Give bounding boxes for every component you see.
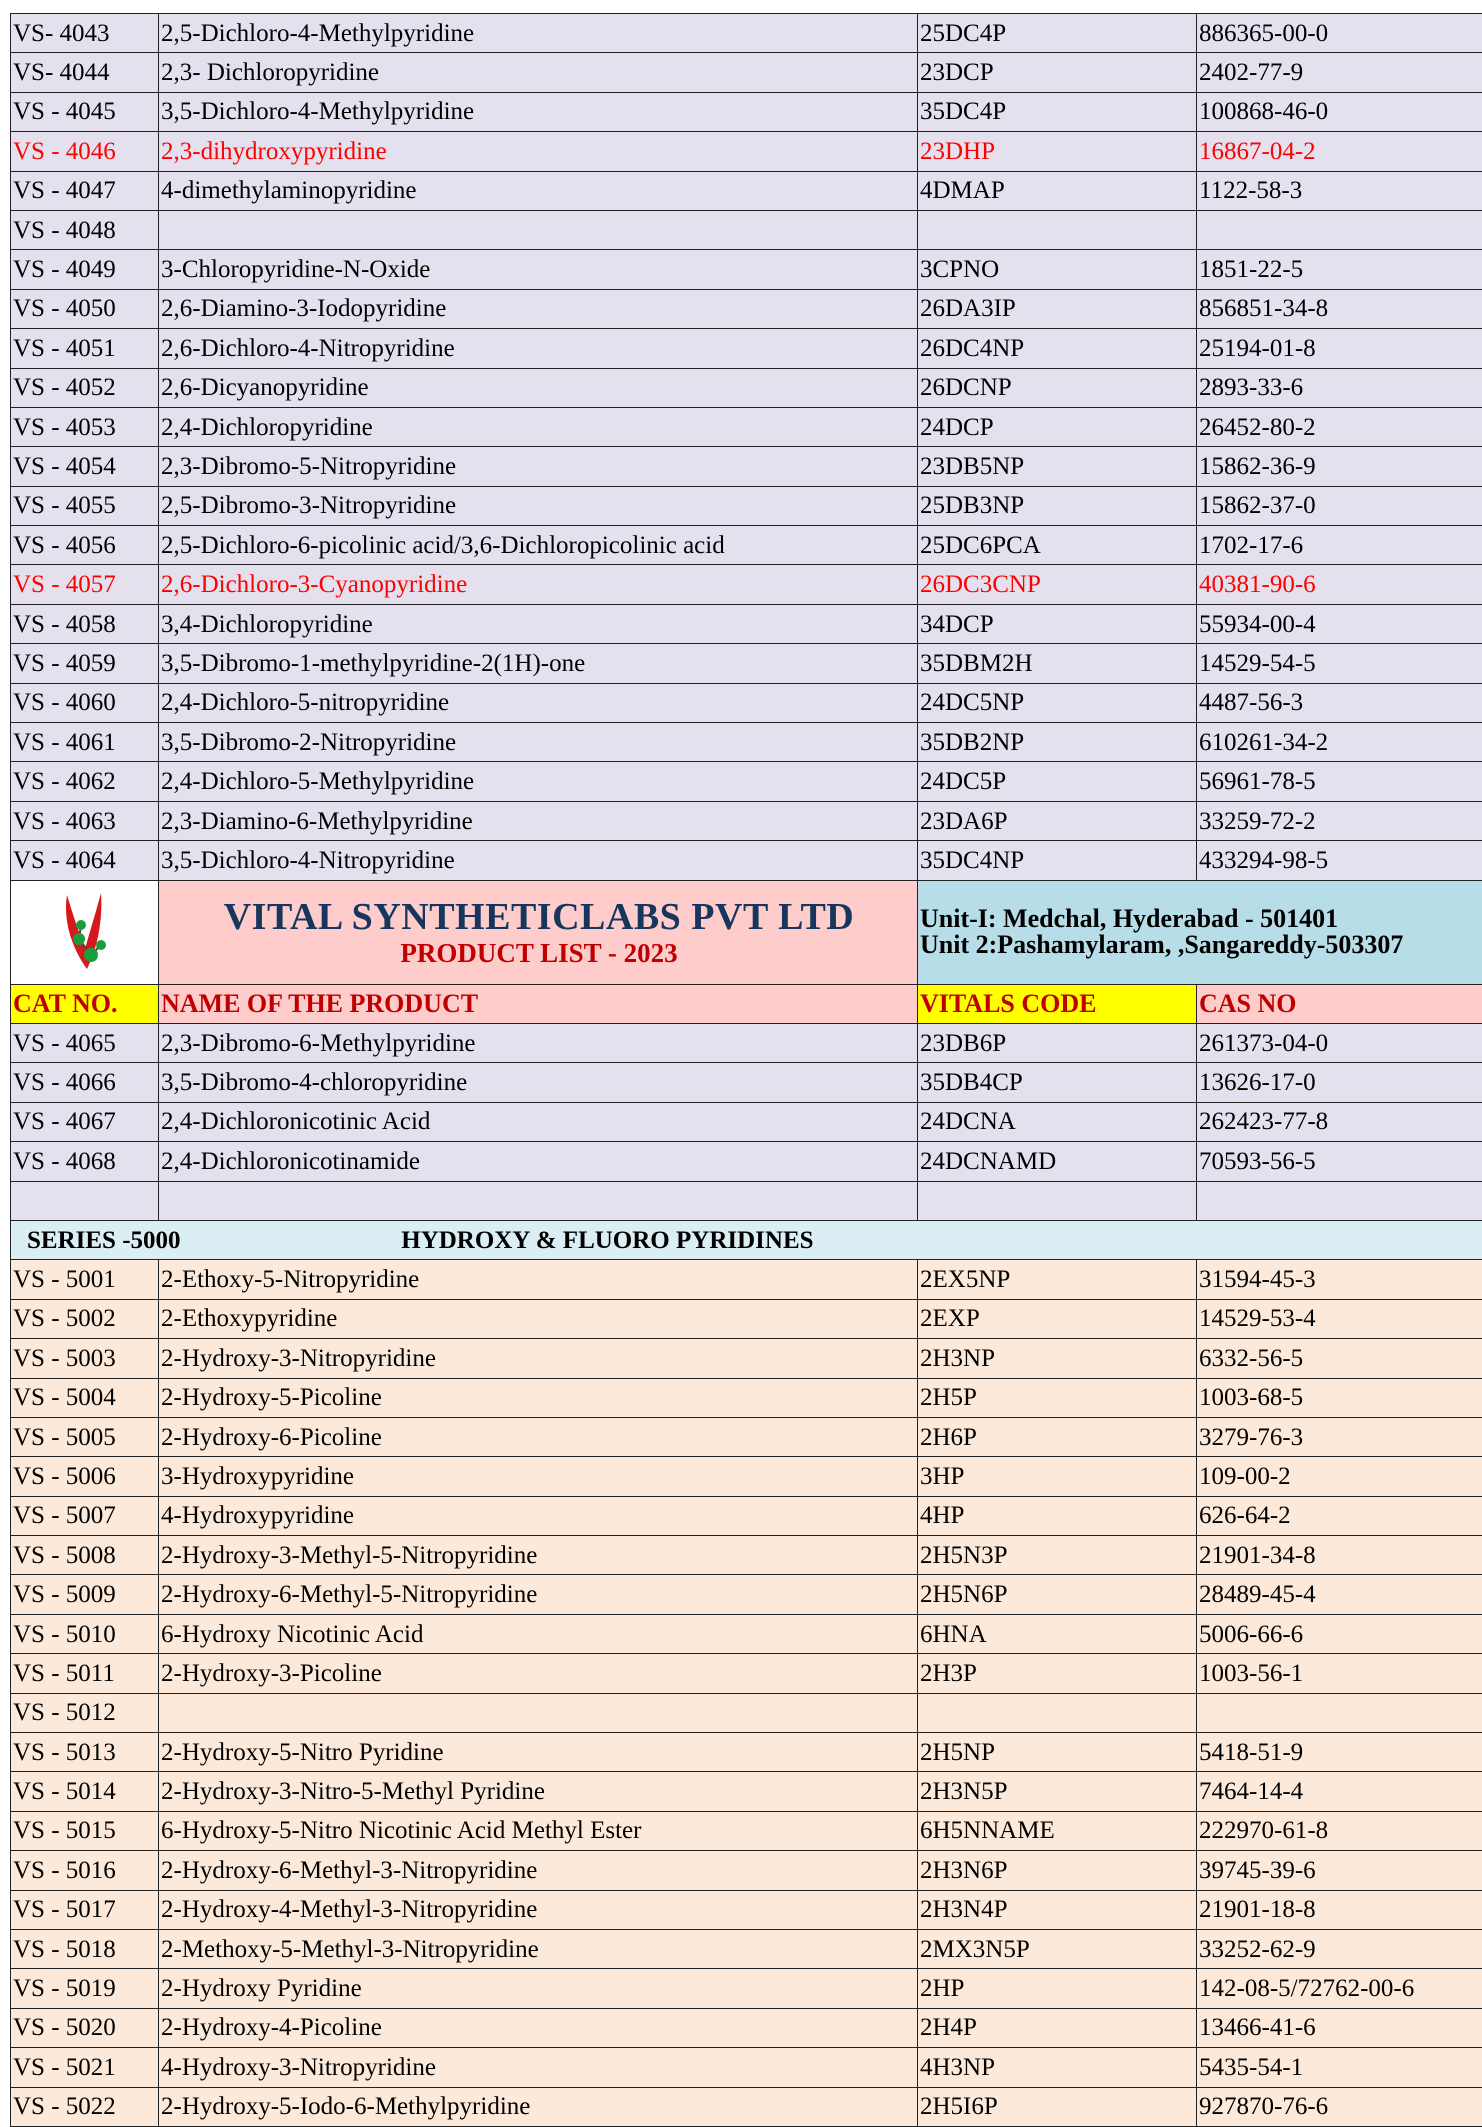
- table-row: [11, 329, 1482, 368]
- product-name-cell: 3,5-Dichloro-4-Nitropyridine: [159, 841, 918, 880]
- cat-no-cell: VS - 4065: [11, 1023, 159, 1062]
- vitals-code-cell: 3CPNO: [918, 250, 1197, 289]
- cas-no-cell: 5006-66-6: [1197, 1614, 1482, 1653]
- product-name-cell: 2-Hydroxy Pyridine: [159, 1969, 918, 2008]
- table-row: [11, 2008, 1482, 2047]
- cat-no-cell: VS - 5009: [11, 1575, 159, 1614]
- molecule-leaf-logo-icon: [13, 889, 158, 975]
- units-address-cell: [918, 880, 1482, 984]
- product-name-cell: 2-Hydroxy-5-Iodo-6-Methylpyridine: [159, 2087, 918, 2126]
- cas-no-cell: 261373-04-0: [1197, 1023, 1482, 1062]
- table-row: [11, 1260, 1482, 1299]
- vitals-code-cell: 23DB5NP: [918, 447, 1197, 486]
- vitals-code-cell: 2H5I6P: [918, 2087, 1197, 2126]
- product-name-cell: 2,6-Dicyanopyridine: [159, 368, 918, 407]
- product-name-cell: 2,3-dihydroxypyridine: [159, 132, 918, 171]
- cas-no-cell: 26452-80-2: [1197, 407, 1482, 446]
- product-name-cell: 2,5-Dichloro-4-Methylpyridine: [159, 14, 918, 53]
- top-rows: [11, 14, 1482, 881]
- cas-no-cell: 5435-54-1: [1197, 2048, 1482, 2087]
- product-name-cell: 2-Hydroxy-4-Picoline: [159, 2008, 918, 2047]
- cas-no-cell: 33259-72-2: [1197, 801, 1482, 840]
- product-name-cell: 3,5-Dichloro-4-Methylpyridine: [159, 92, 918, 131]
- table-row: [11, 1142, 1482, 1181]
- cat-no-cell: VS - 5003: [11, 1339, 159, 1378]
- blank-row: [11, 1181, 1482, 1220]
- product-name-cell: 2-Hydroxy-3-Methyl-5-Nitropyridine: [159, 1536, 918, 1575]
- product-name-cell: 2-Hydroxy-6-Picoline: [159, 1417, 918, 1456]
- table-row: [11, 1339, 1482, 1378]
- table-row: [11, 1929, 1482, 1968]
- table-row: [11, 1654, 1482, 1693]
- vitals-code-cell: 2H5NP: [918, 1733, 1197, 1772]
- cat-no-cell: VS - 5016: [11, 1851, 159, 1890]
- table-row: [11, 1536, 1482, 1575]
- series-section: [11, 1181, 1482, 1260]
- cas-no-cell: 14529-54-5: [1197, 644, 1482, 683]
- cat-no-cell: VS - 5006: [11, 1457, 159, 1496]
- cas-no-cell: 6332-56-5: [1197, 1339, 1482, 1378]
- table-row: [11, 1693, 1482, 1732]
- product-name-cell: 2,4-Dichloropyridine: [159, 407, 918, 446]
- table-row: [11, 841, 1482, 880]
- table-row: [11, 1417, 1482, 1456]
- product-name-cell: 6-Hydroxy Nicotinic Acid: [159, 1614, 918, 1653]
- vitals-code-cell: 35DC4P: [918, 92, 1197, 131]
- cat-no-cell: VS - 5014: [11, 1772, 159, 1811]
- cas-no-cell: 31594-45-3: [1197, 1260, 1482, 1299]
- header-product-name: NAME OF THE PRODUCT: [159, 984, 918, 1023]
- table-row: [11, 210, 1482, 249]
- vitals-code-cell: 2HP: [918, 1969, 1197, 2008]
- vitals-code-cell: 2EX5NP: [918, 1260, 1197, 1299]
- product-name-cell: 2,5-Dichloro-6-picolinic acid/3,6-Dichloropicolinic acid: [159, 526, 918, 565]
- table-row: [11, 1575, 1482, 1614]
- cas-no-cell: [1197, 210, 1482, 249]
- vitals-code-cell: 4H3NP: [918, 2048, 1197, 2087]
- vitals-code-cell: 26DA3IP: [918, 289, 1197, 328]
- vitals-code-cell: 24DC5NP: [918, 683, 1197, 722]
- cas-no-cell: 262423-77-8: [1197, 1102, 1482, 1141]
- table-row: [11, 368, 1482, 407]
- cas-no-cell: 856851-34-8: [1197, 289, 1482, 328]
- cat-no-cell: VS - 4057: [11, 565, 159, 604]
- vitals-code-cell: 35DC4NP: [918, 841, 1197, 880]
- cas-no-cell: 13626-17-0: [1197, 1063, 1482, 1102]
- table-row: [11, 1063, 1482, 1102]
- product-name-cell: 2,4-Dichloronicotinic Acid: [159, 1102, 918, 1141]
- table-row: [11, 132, 1482, 171]
- cat-no-cell: VS - 4060: [11, 683, 159, 722]
- cas-no-cell: 2402-77-9: [1197, 53, 1482, 92]
- cas-no-cell: 21901-34-8: [1197, 1536, 1482, 1575]
- cat-no-cell: VS - 4045: [11, 92, 159, 131]
- table-row: [11, 1733, 1482, 1772]
- cat-no-cell: VS - 5011: [11, 1654, 159, 1693]
- table-row: [11, 486, 1482, 525]
- vitals-code-cell: 35DB4CP: [918, 1063, 1197, 1102]
- cas-no-cell: [1197, 1693, 1482, 1732]
- cat-no-cell: VS - 4062: [11, 762, 159, 801]
- product-name-cell: [159, 1693, 918, 1732]
- vitals-code-cell: [918, 1693, 1197, 1732]
- table-row: [11, 2048, 1482, 2087]
- product-name-cell: 4-dimethylaminopyridine: [159, 171, 918, 210]
- product-name-cell: 2-Hydroxy-4-Methyl-3-Nitropyridine: [159, 1890, 918, 1929]
- blank-cell: [918, 1181, 1197, 1220]
- product-name-cell: 3,5-Dibromo-2-Nitropyridine: [159, 723, 918, 762]
- blank-cell: [11, 1181, 159, 1220]
- vitals-code-cell: 2H4P: [918, 2008, 1197, 2047]
- vitals-code-cell: [918, 210, 1197, 249]
- bottom-rows: [11, 1260, 1482, 2127]
- vitals-code-cell: 25DC6PCA: [918, 526, 1197, 565]
- cas-no-cell: 927870-76-6: [1197, 2087, 1482, 2126]
- table-row: [11, 1772, 1482, 1811]
- cas-no-cell: 39745-39-6: [1197, 1851, 1482, 1890]
- cas-no-cell: 33252-62-9: [1197, 1929, 1482, 1968]
- vitals-code-cell: 35DB2NP: [918, 723, 1197, 762]
- cat-no-cell: VS - 5015: [11, 1811, 159, 1850]
- cas-no-cell: 14529-53-4: [1197, 1299, 1482, 1338]
- cas-no-cell: 433294-98-5: [1197, 841, 1482, 880]
- product-name-cell: 2,4-Dichloro-5-Methylpyridine: [159, 762, 918, 801]
- table-row: [11, 1496, 1482, 1535]
- product-name-cell: 2-Ethoxypyridine: [159, 1299, 918, 1338]
- cas-no-cell: 56961-78-5: [1197, 762, 1482, 801]
- cas-no-cell: 15862-37-0: [1197, 486, 1482, 525]
- vitals-code-cell: 23DCP: [918, 53, 1197, 92]
- table-row: [11, 644, 1482, 683]
- cas-no-cell: 142-08-5/72762-00-6: [1197, 1969, 1482, 2008]
- vitals-code-cell: 3HP: [918, 1457, 1197, 1496]
- vitals-code-cell: 2H3N6P: [918, 1851, 1197, 1890]
- table-row: [11, 762, 1482, 801]
- cat-no-cell: VS - 5001: [11, 1260, 159, 1299]
- cat-no-cell: VS - 4048: [11, 210, 159, 249]
- product-name-cell: 3,5-Dibromo-1-methylpyridine-2(1H)-one: [159, 644, 918, 683]
- vitals-code-cell: 4HP: [918, 1496, 1197, 1535]
- cas-no-cell: 25194-01-8: [1197, 329, 1482, 368]
- cat-no-cell: VS - 5010: [11, 1614, 159, 1653]
- vitals-code-cell: 6HNA: [918, 1614, 1197, 1653]
- product-name-cell: 2,5-Dibromo-3-Nitropyridine: [159, 486, 918, 525]
- unit1-address: Unit-I: Medchal, Hyderabad - 501401: [920, 906, 1482, 932]
- vitals-code-cell: 26DC4NP: [918, 329, 1197, 368]
- cat-no-cell: VS - 4051: [11, 329, 159, 368]
- vitals-code-cell: 24DCNAMD: [918, 1142, 1197, 1181]
- cat-no-cell: VS - 5017: [11, 1890, 159, 1929]
- cas-no-cell: 40381-90-6: [1197, 565, 1482, 604]
- product-name-cell: 2,4-Dichloro-5-nitropyridine: [159, 683, 918, 722]
- cat-no-cell: VS - 5019: [11, 1969, 159, 2008]
- vitals-code-cell: 24DCNA: [918, 1102, 1197, 1141]
- table-row: [11, 1969, 1482, 2008]
- product-name-cell: 2-Methoxy-5-Methyl-3-Nitropyridine: [159, 1929, 918, 1968]
- product-name-cell: 3-Hydroxypyridine: [159, 1457, 918, 1496]
- cat-no-cell: VS - 5020: [11, 2008, 159, 2047]
- column-header-row: [11, 984, 1482, 1023]
- cat-no-cell: VS - 4061: [11, 723, 159, 762]
- vitals-code-cell: 2H5N3P: [918, 1536, 1197, 1575]
- product-name-cell: 2-Hydroxy-6-Methyl-5-Nitropyridine: [159, 1575, 918, 1614]
- cat-no-cell: VS - 5008: [11, 1536, 159, 1575]
- vitals-code-cell: 25DC4P: [918, 14, 1197, 53]
- product-name-cell: 2,3-Dibromo-5-Nitropyridine: [159, 447, 918, 486]
- cas-no-cell: 70593-56-5: [1197, 1142, 1482, 1181]
- table-row: [11, 92, 1482, 131]
- product-name-cell: 2-Ethoxy-5-Nitropyridine: [159, 1260, 918, 1299]
- product-name-cell: 2,6-Dichloro-4-Nitropyridine: [159, 329, 918, 368]
- product-name-cell: 2-Hydroxy-5-Picoline: [159, 1378, 918, 1417]
- cat-no-cell: VS - 4049: [11, 250, 159, 289]
- cas-no-cell: 626-64-2: [1197, 1496, 1482, 1535]
- cas-no-cell: 1702-17-6: [1197, 526, 1482, 565]
- table-row: [11, 1811, 1482, 1850]
- vitals-code-cell: 2H3N5P: [918, 1772, 1197, 1811]
- middle-rows: [11, 1023, 1482, 1181]
- table-row: [11, 604, 1482, 643]
- header-cas-no: CAS NO: [1197, 984, 1482, 1023]
- cat-no-cell: VS - 5005: [11, 1417, 159, 1456]
- cat-no-cell: VS - 4066: [11, 1063, 159, 1102]
- blank-cell: [1197, 1181, 1482, 1220]
- product-name-cell: 2-Hydroxy-3-Nitropyridine: [159, 1339, 918, 1378]
- table-row: [11, 407, 1482, 446]
- table-row: [11, 447, 1482, 486]
- vitals-code-cell: 23DB6P: [918, 1023, 1197, 1062]
- logo-cell: [11, 880, 159, 984]
- vitals-code-cell: 25DB3NP: [918, 486, 1197, 525]
- table-row: [11, 1614, 1482, 1653]
- table-row: [11, 1851, 1482, 1890]
- cas-no-cell: 1122-58-3: [1197, 171, 1482, 210]
- product-name-cell: 2,3-Dibromo-6-Methylpyridine: [159, 1023, 918, 1062]
- cas-no-cell: 7464-14-4: [1197, 1772, 1482, 1811]
- product-name-cell: 2-Hydroxy-6-Methyl-3-Nitropyridine: [159, 1851, 918, 1890]
- vitals-code-cell: 2H3NP: [918, 1339, 1197, 1378]
- header-cat-no: CAT NO.: [11, 984, 159, 1023]
- vitals-code-cell: 34DCP: [918, 604, 1197, 643]
- table-row: [11, 53, 1482, 92]
- product-name-cell: 2,3-Diamino-6-Methylpyridine: [159, 801, 918, 840]
- cas-no-cell: 610261-34-2: [1197, 723, 1482, 762]
- product-name-cell: 3,5-Dibromo-4-chloropyridine: [159, 1063, 918, 1102]
- vitals-code-cell: 6H5NNAME: [918, 1811, 1197, 1850]
- cas-no-cell: 55934-00-4: [1197, 604, 1482, 643]
- cat-no-cell: VS - 5022: [11, 2087, 159, 2126]
- product-name-cell: 2,3- Dichloropyridine: [159, 53, 918, 92]
- table-row: [11, 1299, 1482, 1338]
- product-name-cell: 3-Chloropyridine-N-Oxide: [159, 250, 918, 289]
- cas-no-cell: 1003-68-5: [1197, 1378, 1482, 1417]
- cas-no-cell: 1851-22-5: [1197, 250, 1482, 289]
- cas-no-cell: 13466-41-6: [1197, 2008, 1482, 2047]
- table-row: [11, 723, 1482, 762]
- cas-no-cell: 222970-61-8: [1197, 1811, 1482, 1850]
- vitals-code-cell: 4DMAP: [918, 171, 1197, 210]
- cat-no-cell: VS - 5018: [11, 1929, 159, 1968]
- cat-no-cell: VS - 4050: [11, 289, 159, 328]
- vitals-code-cell: 23DA6P: [918, 801, 1197, 840]
- table-row: [11, 801, 1482, 840]
- cat-no-cell: VS- 4043: [11, 14, 159, 53]
- vitals-code-cell: 2H6P: [918, 1417, 1197, 1456]
- table-row: [11, 289, 1482, 328]
- cas-no-cell: 100868-46-0: [1197, 92, 1482, 131]
- vitals-code-cell: 2MX3N5P: [918, 1929, 1197, 1968]
- product-name-cell: 2-Hydroxy-3-Picoline: [159, 1654, 918, 1693]
- vitals-code-cell: 24DCP: [918, 407, 1197, 446]
- product-name-cell: 4-Hydroxy-3-Nitropyridine: [159, 2048, 918, 2087]
- cat-no-cell: VS - 5013: [11, 1733, 159, 1772]
- product-name-cell: 2-Hydroxy-5-Nitro Pyridine: [159, 1733, 918, 1772]
- table-row: [11, 1102, 1482, 1141]
- product-name-cell: 6-Hydroxy-5-Nitro Nicotinic Acid Methyl Ester: [159, 1811, 918, 1850]
- series-code: SERIES -5000: [13, 1228, 395, 1253]
- cat-no-cell: VS - 4064: [11, 841, 159, 880]
- vitals-code-cell: 2H5N6P: [918, 1575, 1197, 1614]
- company-name: VITAL SYNTHETICLABS PVT LTD: [161, 898, 917, 936]
- table-row: [11, 14, 1482, 53]
- cas-no-cell: 3279-76-3: [1197, 1417, 1482, 1456]
- cas-no-cell: 886365-00-0: [1197, 14, 1482, 53]
- cat-no-cell: VS- 4044: [11, 53, 159, 92]
- table-row: [11, 1457, 1482, 1496]
- blank-cell: [159, 1181, 918, 1220]
- cas-no-cell: 21901-18-8: [1197, 1890, 1482, 1929]
- table-row: [11, 250, 1482, 289]
- table-row: [11, 565, 1482, 604]
- cat-no-cell: VS - 4046: [11, 132, 159, 171]
- cat-no-cell: VS - 5012: [11, 1693, 159, 1732]
- product-name-cell: 2,4-Dichloronicotinamide: [159, 1142, 918, 1181]
- cas-no-cell: 15862-36-9: [1197, 447, 1482, 486]
- cat-no-cell: VS - 4067: [11, 1102, 159, 1141]
- cas-no-cell: 2893-33-6: [1197, 368, 1482, 407]
- cat-no-cell: VS - 4047: [11, 171, 159, 210]
- table-row: [11, 2087, 1482, 2126]
- product-name-cell: 2,6-Diamino-3-Iodopyridine: [159, 289, 918, 328]
- cas-no-cell: 1003-56-1: [1197, 1654, 1482, 1693]
- cat-no-cell: VS - 4063: [11, 801, 159, 840]
- cas-no-cell: 16867-04-2: [1197, 132, 1482, 171]
- vitals-code-cell: 2H5P: [918, 1378, 1197, 1417]
- cat-no-cell: VS - 5007: [11, 1496, 159, 1535]
- vitals-code-cell: 35DBM2H: [918, 644, 1197, 683]
- cat-no-cell: VS - 5002: [11, 1299, 159, 1338]
- unit2-address: Unit 2:Pashamylaram, ,Sangareddy-503307: [920, 932, 1482, 958]
- cat-no-cell: VS - 4068: [11, 1142, 159, 1181]
- cat-no-cell: VS - 4059: [11, 644, 159, 683]
- series-title: HYDROXY & FLUORO PYRIDINES: [401, 1227, 813, 1254]
- vitals-code-cell: 24DC5P: [918, 762, 1197, 801]
- series-heading-row: [11, 1220, 1482, 1259]
- table-row: [11, 1378, 1482, 1417]
- cat-no-cell: VS - 4054: [11, 447, 159, 486]
- vitals-code-cell: 2H3P: [918, 1654, 1197, 1693]
- cas-no-cell: 4487-56-3: [1197, 683, 1482, 722]
- product-name-cell: 2-Hydroxy-3-Nitro-5-Methyl Pyridine: [159, 1772, 918, 1811]
- cas-no-cell: 28489-45-4: [1197, 1575, 1482, 1614]
- table-row: [11, 683, 1482, 722]
- cat-no-cell: VS - 5004: [11, 1378, 159, 1417]
- vitals-code-cell: 2H3N4P: [918, 1890, 1197, 1929]
- product-name-cell: 2,6-Dichloro-3-Cyanopyridine: [159, 565, 918, 604]
- company-title-cell: [159, 880, 918, 984]
- vitals-code-cell: 26DCNP: [918, 368, 1197, 407]
- cas-no-cell: 109-00-2: [1197, 1457, 1482, 1496]
- cas-no-cell: 5418-51-9: [1197, 1733, 1482, 1772]
- banner-section: [11, 880, 1482, 1023]
- cat-no-cell: VS - 5021: [11, 2048, 159, 2087]
- table-row: [11, 171, 1482, 210]
- cat-no-cell: VS - 4052: [11, 368, 159, 407]
- cat-no-cell: VS - 4053: [11, 407, 159, 446]
- product-name-cell: 3,4-Dichloropyridine: [159, 604, 918, 643]
- vitals-code-cell: 2EXP: [918, 1299, 1197, 1338]
- cat-no-cell: VS - 4058: [11, 604, 159, 643]
- company-banner: [11, 880, 1482, 984]
- table-row: [11, 1890, 1482, 1929]
- table-row: [11, 1023, 1482, 1062]
- product-name-cell: 4-Hydroxypyridine: [159, 1496, 918, 1535]
- vitals-code-cell: 23DHP: [918, 132, 1197, 171]
- vitals-code-cell: 26DC3CNP: [918, 565, 1197, 604]
- product-list-subtitle: PRODUCT LIST - 2023: [161, 940, 917, 967]
- product-list-table: [10, 13, 1482, 2127]
- table-row: [11, 526, 1482, 565]
- series-heading: [11, 1220, 1482, 1259]
- product-name-cell: [159, 210, 918, 249]
- cat-no-cell: VS - 4056: [11, 526, 159, 565]
- cat-no-cell: VS - 4055: [11, 486, 159, 525]
- header-vitals-code: VITALS CODE: [918, 984, 1197, 1023]
